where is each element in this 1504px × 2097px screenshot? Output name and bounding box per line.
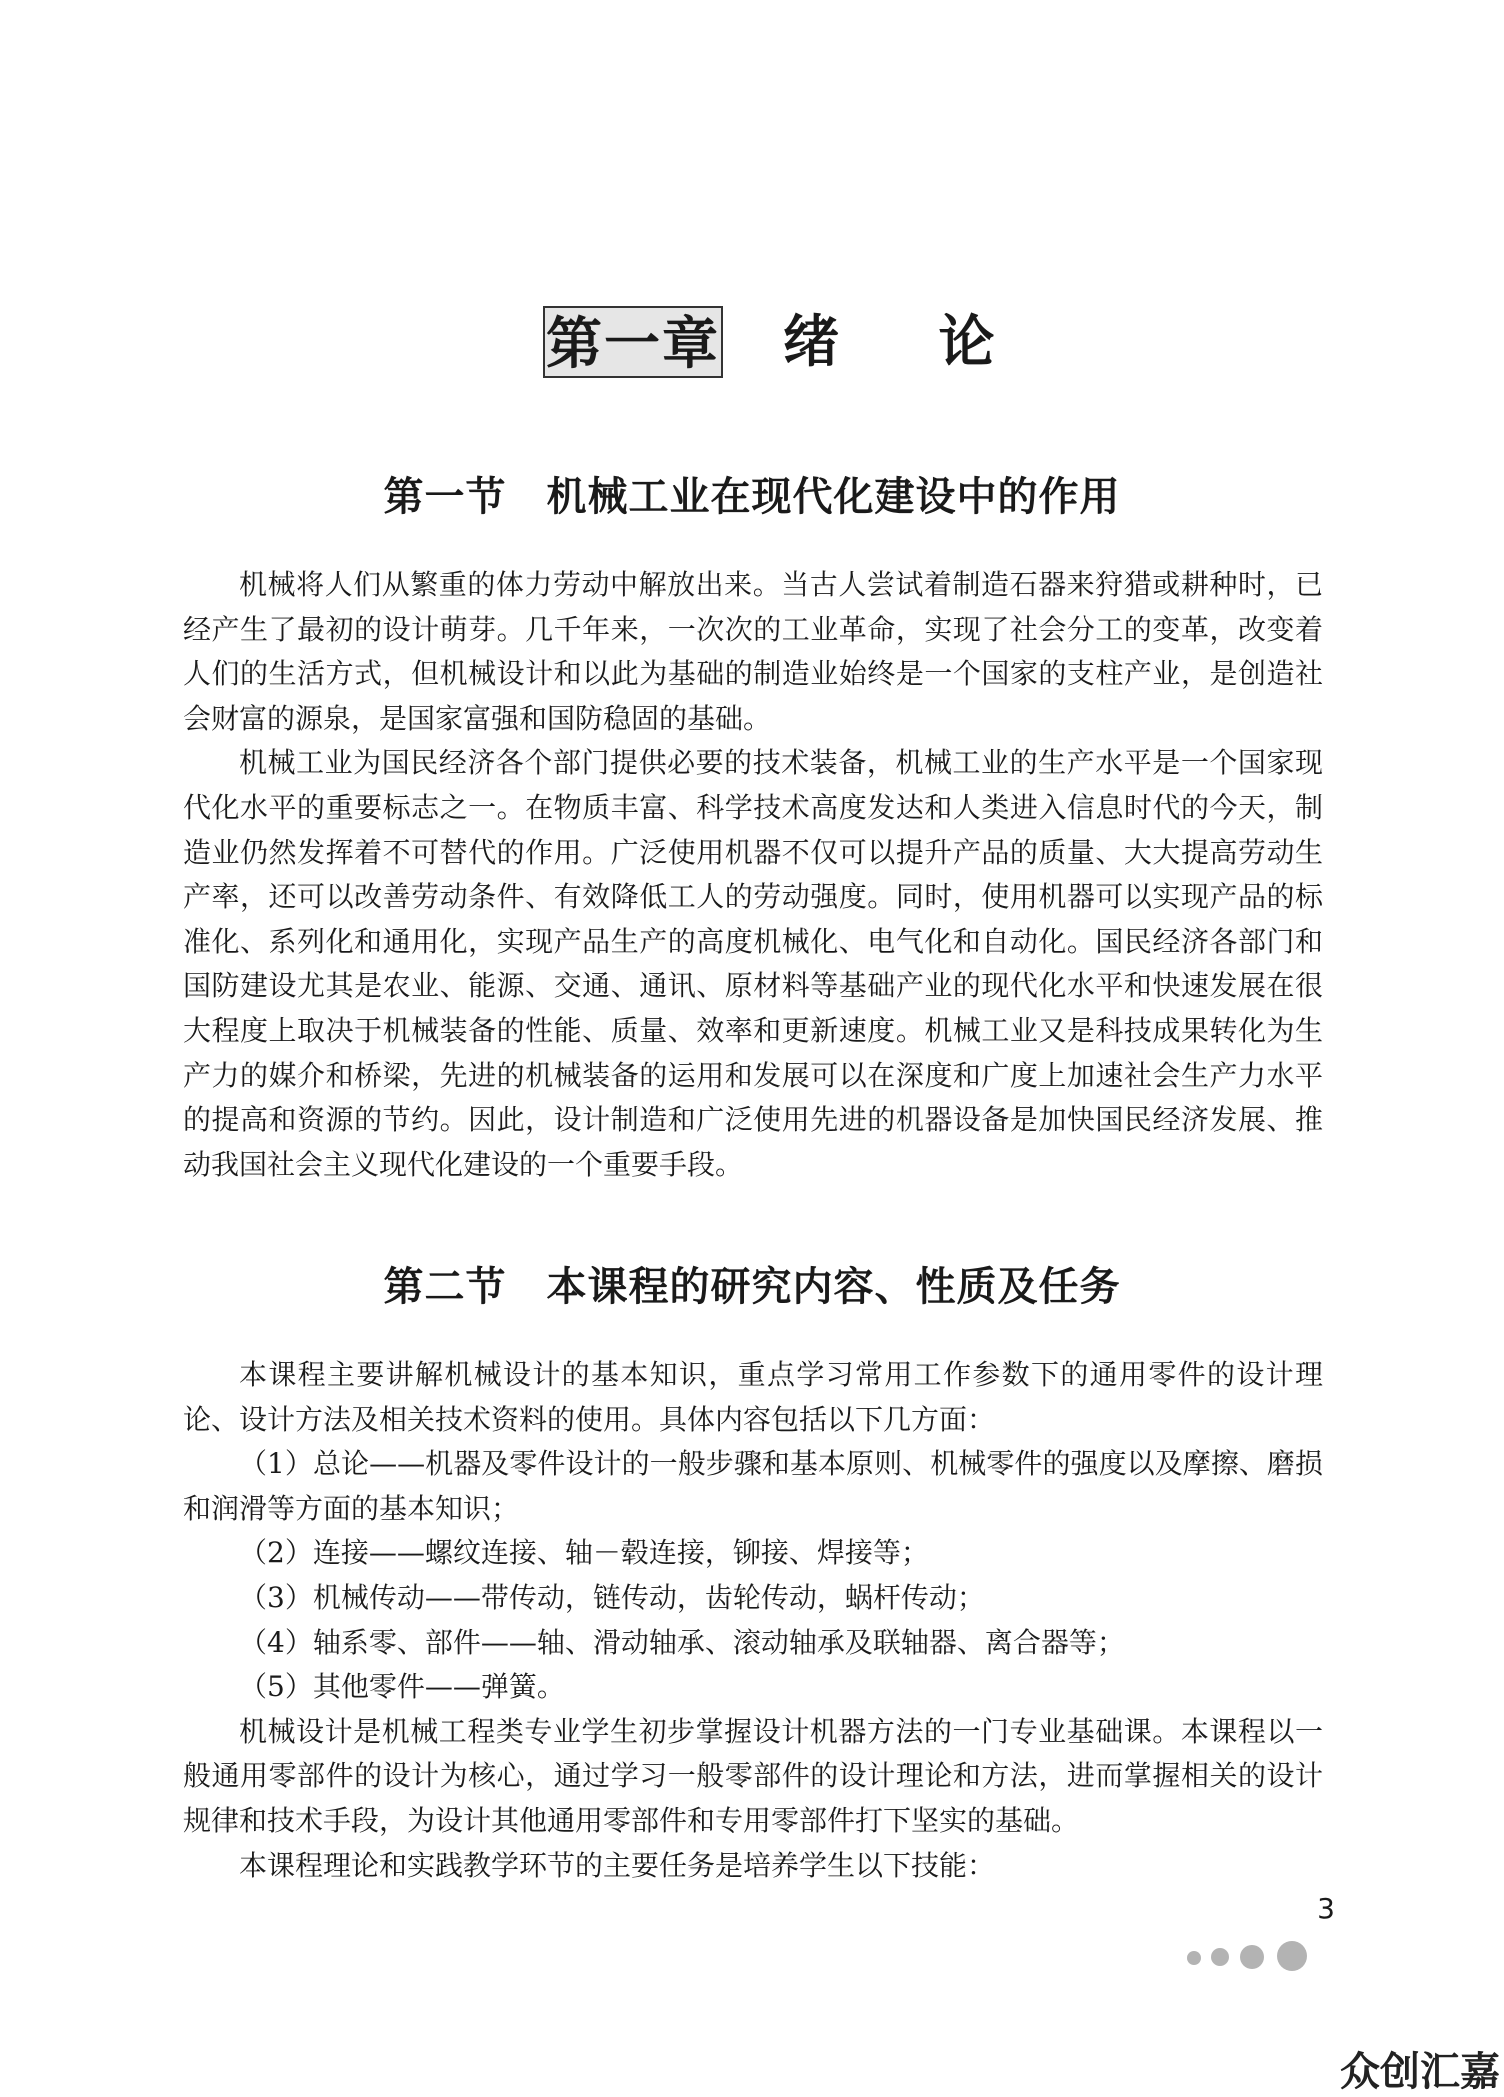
list-item-5: （5）其他零件——弹簧。 [239, 1670, 565, 1704]
section-1-body [183, 563, 1323, 1187]
section-2-heading [0, 1255, 1504, 1312]
dot-icon [1277, 1941, 1307, 1971]
dot-icon [1240, 1945, 1264, 1969]
list-item-3: （3）机械传动——带传动，链传动，齿轮传动，蜗杆传动； [239, 1580, 985, 1614]
dot-icon [1211, 1948, 1229, 1966]
chapter-label: 第一章 [543, 306, 723, 378]
list-item-4: （4）轴系零、部件——轴、滑动轴承、滚动轴承及联轴器、离合器等； [239, 1625, 1125, 1659]
section-2-number: 第二节 [383, 1263, 507, 1310]
section-2-intro: 本课程主要讲解机械设计的基本知识，重点学习常用工作参数下的通用零件的设计理论、设计方法及相关技术资料的使用。具体内容包括以下几方面： [183, 1358, 1323, 1436]
page-number: 3 [1317, 1892, 1335, 1925]
section-1-paragraph-2: 机械工业为国民经济各个部门提供必要的技术装备，机械工业的生产水平是一个国家现代化水平的重要标志之一。在物质丰富、科学技术高度发达和人类进入信息时代的今天，制造业仍然发挥着不可替代的作用。广泛使用机器不仅可以提升产品的质量、大大提高劳动生产率，还可以改善劳动条件、有效降低工人的劳动强度。同时，使用机器可以实现产品的标准化、系列化和通用化，实现产品生产的高度机械化、电气化和自动化。国民经济各部门和国防建设尤其是农业、能源、交通、通讯、原材料等基础产业的现代化水平和快速发展在很大程度上取决于机械装备的性能、质量、效率和更新速度。机械工业又是科技成果转化为生产力的媒介和桥梁，先进的机械装备的运用和发展可以在深度和广度上加速社会生产力水平的提高和资源的节约。因此，设计制造和广泛使用先进的机器设备是加快国民经济发展、推动我国社会主义现代化建设的一个重要手段。 [183, 746, 1323, 1181]
section-2-paragraph-3: 本课程理论和实践教学环节的主要任务是培养学生以下技能： [239, 1848, 996, 1882]
list-item-1: （1）总论——机器及零件设计的一般步骤和基本原则、机械零件的强度以及摩擦、磨损和润滑等方面的基本知识； [183, 1447, 1323, 1525]
list-item-2: （2）连接——螺纹连接、轴－毂连接，铆接、焊接等； [239, 1536, 929, 1570]
section-1-title: 机械工业在现代化建设中的作用 [546, 473, 1121, 520]
chapter-heading [0, 306, 1504, 386]
section-1-heading [0, 465, 1504, 522]
section-1-paragraph-1: 机械将人们从繁重的体力劳动中解放出来。当古人尝试着制造石器来狩猎或耕种时，已经产生了最初的设计萌芽。几千年来，一次次的工业革命，实现了社会分工的变革，改变着人们的生活方式，但机械设计和以此为基础的制造业始终是一个国家的支柱产业，是创造社会财富的源泉，是国家富强和国防稳固的基础。 [183, 568, 1323, 735]
chapter-title: 绪 论 [783, 309, 1035, 375]
section-2-body [183, 1353, 1323, 1888]
section-1-number: 第一节 [383, 473, 507, 520]
section-2-paragraph-2: 机械设计是机械工程类专业学生初步掌握设计机器方法的一门专业基础课。本课程以一般通用零部件的设计为核心，通过学习一般零部件的设计理论和方法，进而掌握相关的设计规律和技术手段，为设计其他通用零部件和专用零部件打下坚实的基础。 [183, 1714, 1323, 1837]
decorative-dots [1183, 1935, 1343, 1971]
dot-icon [1187, 1951, 1201, 1965]
section-2-title: 本课程的研究内容、性质及任务 [546, 1263, 1121, 1310]
watermark-logo: 众创汇嘉 [1340, 2049, 1500, 2095]
